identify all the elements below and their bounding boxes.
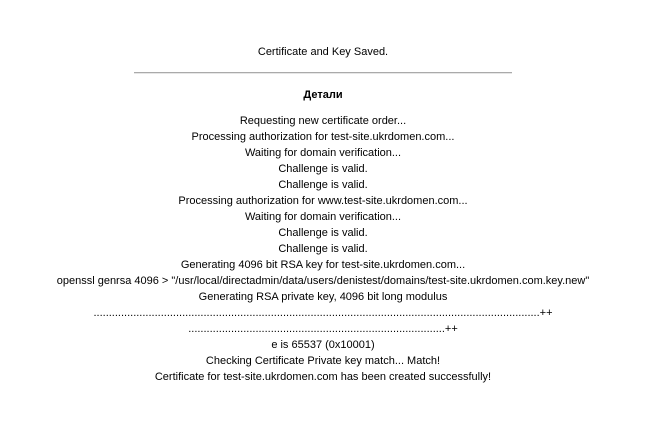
log-line: e is 65537 (0x10001) bbox=[271, 339, 375, 351]
log-line: Waiting for domain verification... bbox=[244, 211, 402, 223]
log-line: ....................................................................................++ bbox=[188, 323, 458, 335]
log-line: Challenge is valid. bbox=[278, 179, 368, 191]
log-line: Challenge is valid. bbox=[278, 227, 368, 239]
log-line: openssl genrsa 4096 > "/usr/local/directadmin/data/users/denistest/domains/test-site.ukrdomen.com.key.new" bbox=[56, 275, 590, 287]
log-line: Waiting for domain verification... bbox=[244, 147, 402, 159]
status-headline: Certificate and Key Saved. bbox=[257, 46, 389, 58]
log-line: Processing authorization for www.test-site.ukrdomen.com... bbox=[178, 195, 468, 207]
details-title: Детали bbox=[303, 89, 343, 101]
log-line: Checking Certificate Private key match... Match! bbox=[205, 355, 441, 367]
log-line: Generating RSA private key, 4096 bit long modulus bbox=[198, 291, 448, 303]
log-line: Requesting new certificate order... bbox=[239, 115, 407, 127]
divider bbox=[134, 72, 512, 74]
log-line: Processing authorization for test-site.ukrdomen.com... bbox=[191, 131, 455, 143]
log-line: Challenge is valid. bbox=[278, 163, 368, 175]
log-line: Certificate for test-site.ukrdomen.com has been created successfully! bbox=[154, 371, 492, 383]
log-line: ..................................................................................................................................................++ bbox=[93, 307, 553, 319]
log-line: Generating 4096 bit RSA key for test-site.ukrdomen.com... bbox=[180, 259, 466, 271]
log-line: Challenge is valid. bbox=[278, 243, 368, 255]
details-log bbox=[0, 113, 646, 385]
